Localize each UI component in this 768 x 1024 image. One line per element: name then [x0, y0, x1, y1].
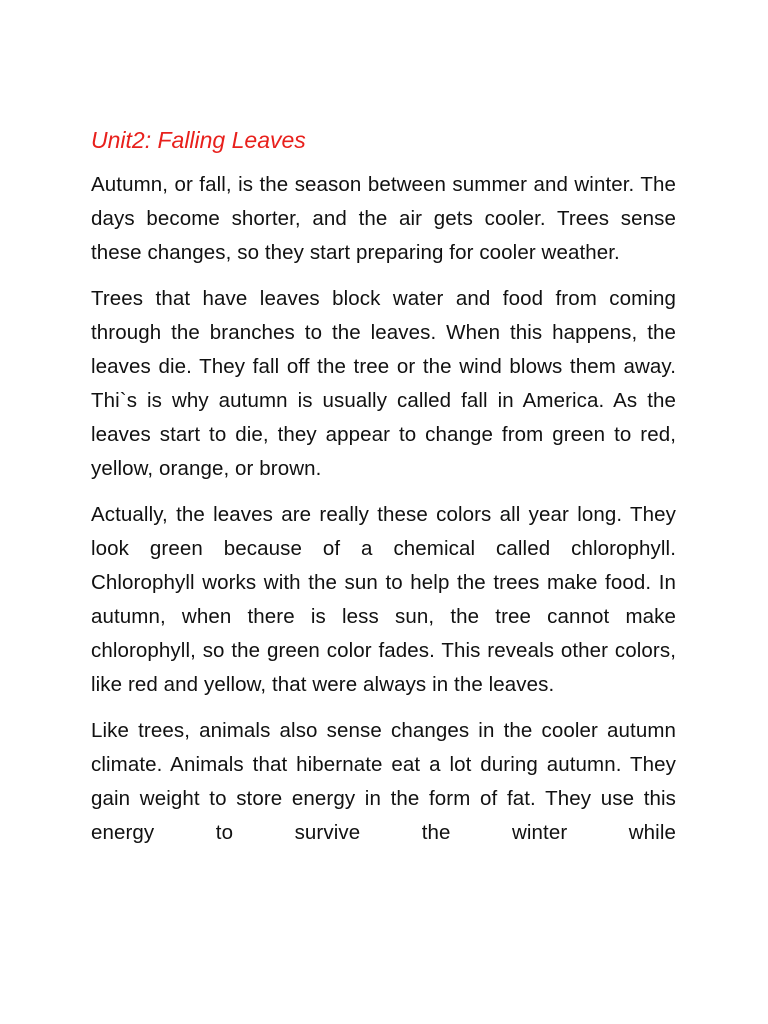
paragraph-leaves-die: Trees that have leaves block water and food from coming through the branches to the leaves. When this happens, the leaves die. They fall off the tree or the wind blows them away. Thi`s is why autumn is usually called fall in America. As the leaves start to die, they appear to change from green to red, yellow, orange, or brown.	[91, 287, 676, 480]
document-page	[91, 122, 676, 862]
document-title: Unit2: Falling Leaves	[91, 127, 306, 153]
paragraph-autumn-intro: Autumn, or fall, is the season between summer and winter. The days become shorter, and the air gets cooler. Trees sense these changes, so they start preparing for cooler weather.	[91, 173, 676, 264]
paragraph-chlorophyll: Actually, the leaves are really these colors all year long. They look green because of a chemical called chlorophyll. Chlorophyll works with the sun to help the trees make food. In autumn, when there is less sun, the tree cannot make chlorophyll, so the green color fades. This reveals other colors, like red and yellow, that were always in the leaves.	[91, 503, 676, 696]
paragraph-animals: Like trees, animals also sense changes in the cooler autumn climate. Animals that hibernate eat a lot during autumn. They gain weight to store energy in the form of fat. They use this energy to survive the winter while	[91, 719, 676, 844]
